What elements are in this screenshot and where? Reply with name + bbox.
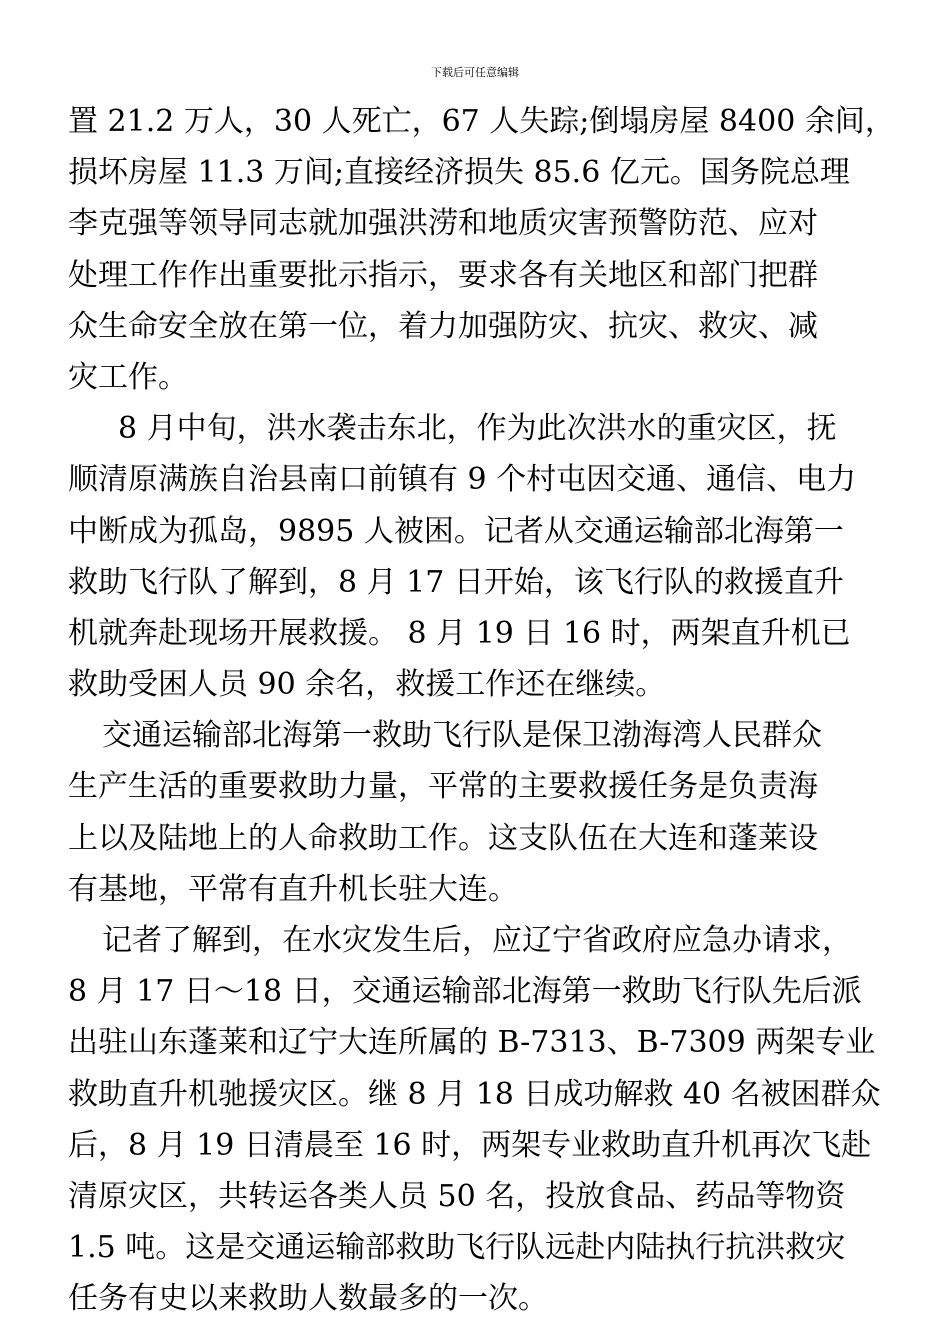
text-line: 顺清原满族自治县南口前镇有 9 个村屯因交通、通信、电力 bbox=[68, 462, 857, 498]
text-line: 生产生活的重要救助力量，平常的主要救援任务是负责海 bbox=[68, 769, 818, 805]
text-line: 救助飞行队了解到，8 月 17 日开始，该飞行队的救援直升 bbox=[68, 564, 844, 600]
text-line: 李克强等领导同志就加强洪涝和地质灾害预警防范、应对 bbox=[68, 206, 818, 242]
text-line: 损坏房屋 11.3 万间;直接经济损失 85.6 亿元。国务院总理 bbox=[68, 155, 850, 191]
text-line: 有基地，平常有直升机长驻大连。 bbox=[68, 871, 518, 907]
text-line: 8 月中旬，洪水袭击东北，作为此次洪水的重灾区，抚 bbox=[118, 411, 837, 447]
text-line: 中断成为孤岛，9895 人被困。记者从交通运输部北海第一 bbox=[68, 513, 844, 549]
text-line: 任务有史以来救助人数最多的一次。 bbox=[68, 1281, 548, 1317]
text-line: 机就奔赴现场开展救援。 8 月 19 日 16 时，两架直升机已 bbox=[68, 615, 851, 651]
text-line: 1.5 吨。这是交通运输部救助飞行队远赴内陆执行抗洪救灾 bbox=[68, 1230, 846, 1266]
document-body bbox=[68, 96, 898, 1325]
text-line: 出驻山东蓬莱和辽宁大连所属的 B-7313、B-7309 两架专业 bbox=[68, 1025, 876, 1061]
text-line: 记者了解到，在水灾发生后，应辽宁省政府应急办请求， bbox=[102, 923, 852, 958]
page-header: 下载后可任意编辑 bbox=[431, 66, 519, 79]
text-line: 8 月 17 日～18 日，交通运输部北海第一救助飞行队先后派 bbox=[68, 974, 862, 1010]
text-line: 上以及陆地上的人命救助工作。这支队伍在大连和蓬莱设 bbox=[68, 820, 818, 856]
text-line: 处理工作作出重要批示指示，要求各有关地区和部门把群 bbox=[68, 257, 818, 293]
text-line: 清原灾区，共转运各类人员 50 名，投放食品、药品等物资 bbox=[68, 1178, 846, 1214]
text-line: 众生命安全放在第一位，着力加强防灾、抗灾、救灾、减 bbox=[68, 308, 818, 344]
text-line: 救助受困人员 90 余名，救援工作还在继续。 bbox=[68, 667, 666, 703]
text-line: 灾工作。 bbox=[68, 359, 188, 395]
text-line: 置 21.2 万人，30 人死亡，67 人失踪;倒塌房屋 8400 余间， bbox=[68, 104, 895, 139]
text-line: 后，8 月 19 日清晨至 16 时，两架专业救助直升机再次飞赴 bbox=[68, 1127, 872, 1163]
text-line: 交通运输部北海第一救助飞行队是保卫渤海湾人民群众 bbox=[102, 718, 822, 754]
text-line: 救助直升机驰援灾区。继 8 月 18 日成功解救 40 名被困群众 bbox=[68, 1076, 881, 1112]
